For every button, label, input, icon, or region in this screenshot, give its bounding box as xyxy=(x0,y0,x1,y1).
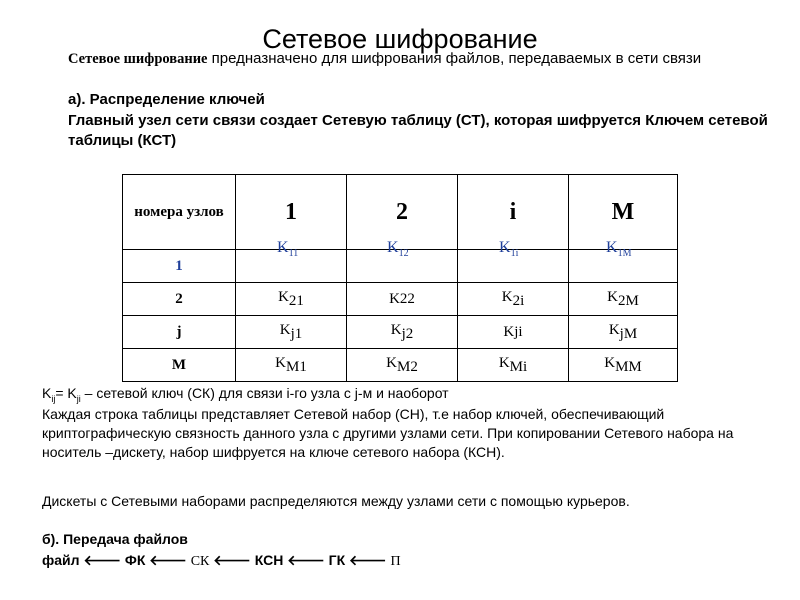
key-k11: $K_{11}$ xyxy=(277,239,299,260)
left-arrow-icon: 🡐 xyxy=(149,552,187,568)
chain-ksn: КСН xyxy=(254,552,284,568)
row-header: 2 xyxy=(123,283,236,316)
row-header: 1 xyxy=(123,250,236,283)
chain-file: файл xyxy=(42,552,80,568)
key-cell: $K_{MM}$ xyxy=(569,349,678,382)
key-cell: $K_{2M}$ xyxy=(569,283,678,316)
key-cell: K22 xyxy=(347,283,458,316)
key-k1i: $K_{1i}$ xyxy=(499,239,519,260)
key-cell: Kji xyxy=(458,316,569,349)
corner-label: номера узлов xyxy=(134,204,224,220)
key-cell: $K_{21}$ xyxy=(236,283,347,316)
section-b-heading: б). Передача файлов xyxy=(42,531,188,547)
transfer-chain xyxy=(42,551,782,571)
key-cell: $K_{jM}$ xyxy=(569,316,678,349)
intro-lead: Сетевое шифрование xyxy=(68,51,208,67)
column-header: 2 xyxy=(347,175,458,250)
chain-gk: ГК xyxy=(328,552,346,568)
column-header: 1 xyxy=(236,175,347,250)
key-cell: $K_{j1}$ xyxy=(236,316,347,349)
chain-fk: ФК xyxy=(124,552,146,568)
key-k1m: $K_{1M}$ xyxy=(606,239,632,260)
key-cell: $K_{j2}$ xyxy=(347,316,458,349)
chain-sk: СК xyxy=(190,554,210,569)
key-k12: $K_{12}$ xyxy=(387,239,409,260)
left-arrow-icon: 🡐 xyxy=(287,552,325,568)
table-row xyxy=(123,283,678,316)
row-header: j xyxy=(123,316,236,349)
table-row xyxy=(123,349,678,382)
page-title: Сетевое шифрование xyxy=(262,24,538,54)
key-cell: $K_{M2}$ xyxy=(347,349,458,382)
chain-p: П xyxy=(390,554,401,569)
network-set-paragraph: Каждая строка таблицы представляет Сетевой набор (СН), т.е набор ключей, обеспечивающий криптографическую связность данного узла с другими узлами сети. При копировании Сетевого набора на носитель –дискету, набор шифруется на ключе сетевого набора (КСН). xyxy=(42,406,734,460)
key-cell: $K_{2i}$ xyxy=(458,283,569,316)
key-cell: $K_{Mi}$ xyxy=(458,349,569,382)
left-arrow-icon: 🡐 xyxy=(213,552,251,568)
left-arrow-icon: 🡐 xyxy=(349,552,387,568)
main-node-text: Главный узел сети связи создает Сетевую таблицу (СТ), которая шифруется Ключем сетевой таблицы (КСТ) xyxy=(68,112,768,149)
section-a-heading: а). Распределение ключей xyxy=(68,91,265,108)
courier-paragraph: Дискеты с Сетевыми наборами распределяются между узлами сети с помощью курьеров. xyxy=(42,493,630,509)
key-cell: $K_{M1}$ xyxy=(236,349,347,382)
network-key-note: $K_{ij}= K_{ji}$ – сетевой ключ (СК) для связи i-го узла с j-м и наоборот xyxy=(42,385,449,404)
corner-cell xyxy=(123,175,236,250)
row-header: M xyxy=(123,349,236,382)
table-row xyxy=(123,316,678,349)
intro-rest: предназначено для шифрования файлов, передаваемых в сети связи xyxy=(207,50,702,67)
intro-text xyxy=(68,49,758,69)
left-arrow-icon: 🡐 xyxy=(83,552,121,568)
column-header: i xyxy=(458,175,569,250)
network-table xyxy=(122,174,678,382)
column-header: M xyxy=(569,175,678,250)
